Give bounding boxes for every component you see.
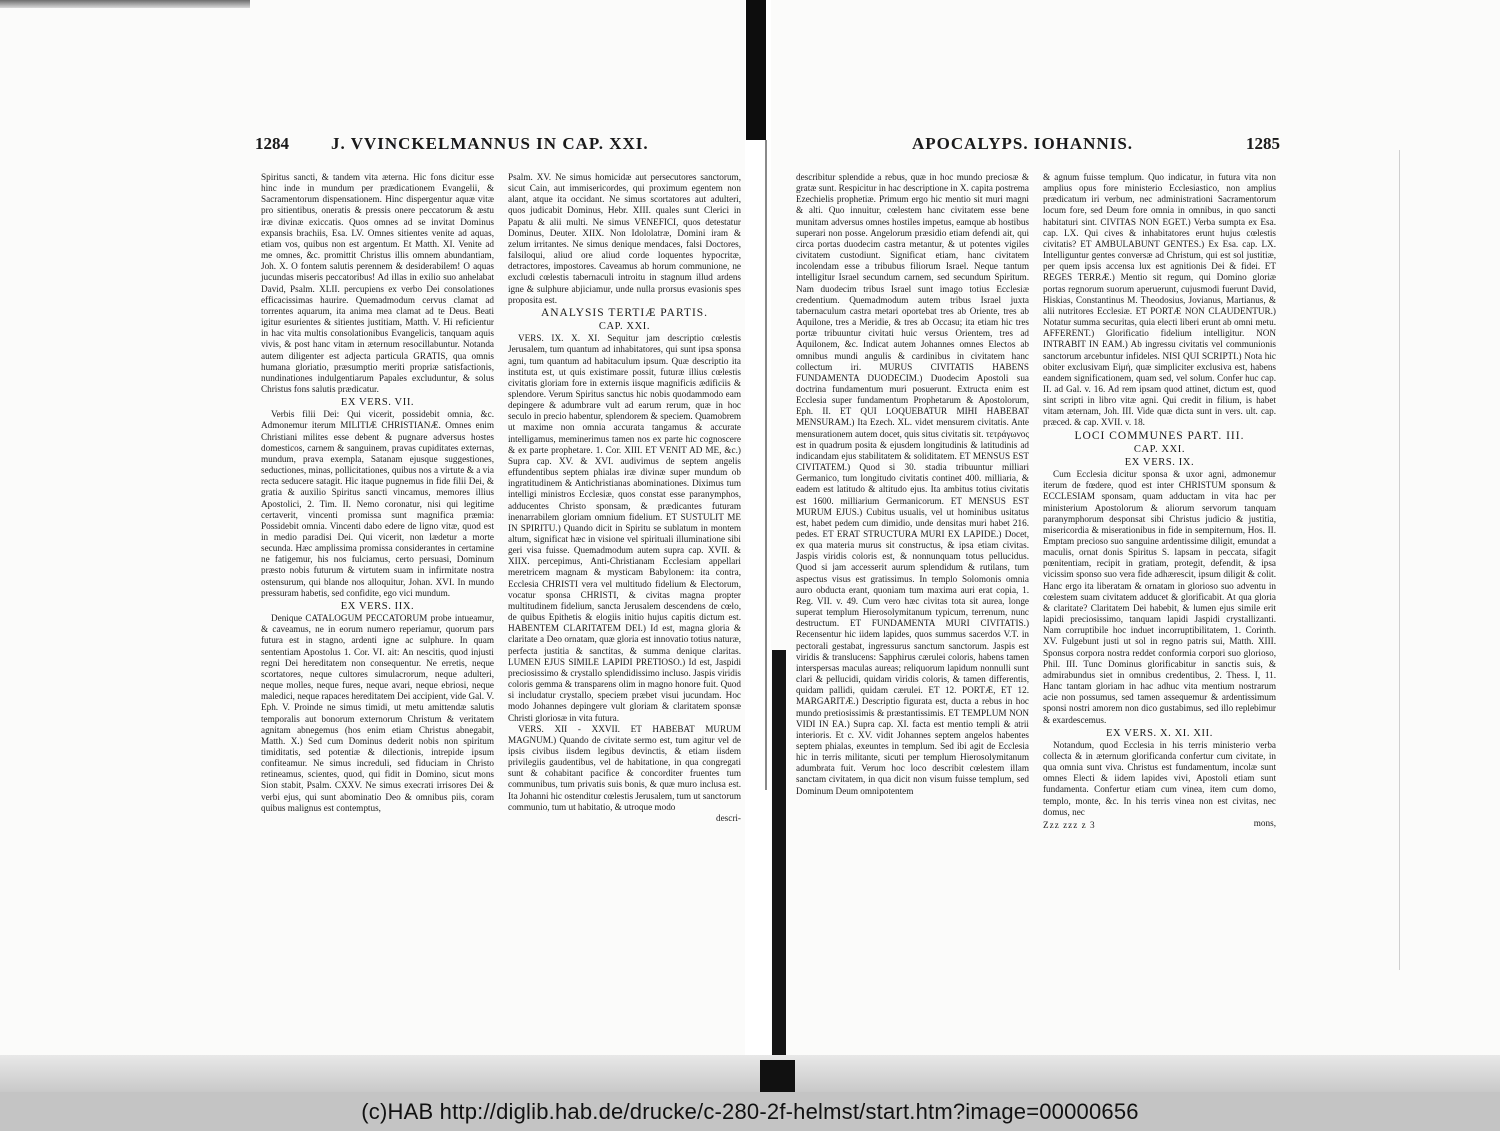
paragraph: VERS. XII - XXVII. ET HABEBAT MURUM MAGNUM.) Quando de civitate sermo est, tum agitur vel de ipsis civibus iisdem legibus devinctis, & etiam iisdem privilegiis gaudentibus, vel de habitatione, in qua congregati sunt & cohabitant pacifice & concorditer fruentes tum communibus, tum privatis suis bonis, & quæ muro inclusa est. Ita Johanni hic ostenditur cœlestis Jerusalem, tum ut sanctorum communio, tum ut habitatio, & utroque modo	[508, 723, 741, 812]
catchword: descri-	[716, 812, 741, 823]
catchword: mons,	[1253, 817, 1276, 828]
left-column-2	[508, 172, 741, 824]
book-gutter	[745, 0, 771, 1092]
gutter-shadow-bottom	[772, 650, 786, 1090]
signature-mark: Zzz zzz z 3	[1043, 819, 1096, 830]
paragraph: Denique CATALOGUM PECCATORUM probe intueamur, & caveamus, ne in eorum numero reperiamur, quorum pars futura est in stagno, ardenti igne ac sulphure. In quam sententiam Apostolus 1. Cor. VI. ait: An nescitis, quod injusti regni Dei hereditatem non consequentur. Ne erretis, neque scortatores, neque cultores simulacrorum, neque adulteri, neque molles, neque fures, neque avari, neque ebriosi, neque maledici, neque rapaces hereditatem Dei accipient, vide Gal. V. Eph. V. Proinde ne simus timidi, ut metu amittendæ salutis temporalis aut bonorum externorum Christum & veritatem agnitam abnegemus (hos enim etiam Christus abnegabit, Matth. X.) Sed cum Dominus dederit nobis non spiritum timiditatis, sed potentiæ & dilectionis, intrepide ipsum confiteamur. Ne simus increduli, sed fiduciam in Christo retineamus, scientes, quod, qui fidit in Domino, sicut mons Sion stabit, Psalm. CXXV. Ne simus execrati irrisores Dei & verbi ejus, qui sunt abominatio Deo & omnibus piis, coram quibus malignus est contemptus,	[261, 613, 494, 813]
paragraph: Spiritus sancti, & tandem vita æterna. Hic fons dicitur esse hinc inde in mundum per prædicationem Evangelii, & Sacramentorum dispensationem. Hinc dispergentur aquæ vitæ pro sitientibus, oneratis & pressis onere peccatorum & æstu iræ divinæ exiccatis. Quos omnes ad se invitat Dominus expansis brachiis, Esa. LV. Omnes sitientes venite ad aquas, etiam vos, quibus non est argentum. Et Matth. XI. Venite ad me omnes, &c. promittit Christus illis omnem abundantiam, Joh. X. O fontem salutis perennem & desiderabilem! O aquas jucundas miseris peccatoribus! Ad illas in exilio suo anhelabat David, Psalm. XLII. percupiens ex verbo Dei consolationes efficacissimas haurire. Quemadmodum cervus clamat ad torrentes aquarum, ita anima mea clamat ad te Deus. Beati igitur esurientes & sitientes justitiam, Matth. V. Hi reficientur in hac vita multis consolationibus Evangelicis, tanquam aquis vivis, & post hanc vitam in æternum resocillabuntur. Notanda autem diligenter est adjecta particula GRATIS, qua omnis humana gloriatio, præsumptio meriti propriæ satisfactionis, nundinationes indulgentiarum Papales excluduntur, & solus Christus fons salutis prædicatur.	[261, 172, 494, 394]
page-number: 1284	[255, 134, 289, 153]
section-heading: LOCI COMMUNES PART. III.	[1074, 429, 1245, 442]
paragraph: VERS. IX. X. XI. Sequitur jam descriptio cœlestis Jerusalem, tum quantum ad inhabitatores, qui sunt ipsa sponsa agni, tum quantum ad habitaculum ipsum. Quæ descriptio ita instituta est, ut quis existimare possit, futuræ illius cœlestis civitatis gloriam fore in externis iisque magnificis ædificiis & splendore. Verum Spiritus sanctus hic nobis quodammodo eam depingere & adumbrare vult ad earum rerum, quæ in hoc seculo in precio habentur, splendorem & speciem. Quamobrem ut maxime non omnia accurata tangamus & accurate intelligamus, meminerimus tamen nos ex parte hic cognoscere & ex parte prophetare. 1. Cor. XIII. ET VENIT AD ME, &c.) Supra cap. XV. & XVI. audivimus de septem angelis effundentibus septem phialas iræ divinæ super mundum ob ingratitudinem & Antichristianas abominationes. Diximus tum intelligi ministros Ecclesiæ, quos constat esse paranymphos, adducentes Christo sponsam, & prædicantes futuram inenarrabilem gloriam omnium fidelium. ET SUSTULIT ME IN SPIRITU.) Quando dicit in Spiritu se sublatum in montem altum, significat hæc in visione vel spirituali illuminatione sibi geri visa fuisse. Quemadmodum autem supra cap. XVII. & XIIX. percepimus, Anti-Christianam Ecclesiam appellari meretricem magnam & mysticam Babylonem: ita contra, Ecclesia CHRISTI vera vel multitudo fidelium & Electorum, vocatur sponsa CHRISTI, & civitas magna propter multitudinem fidelium, sancta Jerusalem descendens de cœlo, de quibus Epithetis & elogiis initio hujus capitis dictum est. HABENTEM CLARITATEM DEI.) Id est, magna gloria & claritate a Deo ornatam, quæ gloria est innovatio totius naturæ, perfecta justitia & sanctitas, & summa denique claritas. LUMEN EJUS SIMILE LAPIDI PRETIOSO.) Id est, Jaspidi preciosissimo & crystallo splendidissimo incluso. Jaspis viridis coloris gemma & transparens olim in magno honore fuit. Quod si includatur crystallo, speciem præbet visui jucundam. Hoc modo Johannes depingere vult gloriam & claritatem sponsæ Christi gloriosæ in vita futura.	[508, 333, 741, 723]
section-heading: EX VERS. X. XI. XII.	[1106, 727, 1213, 739]
section-heading: EX VERS. IIX.	[340, 600, 415, 612]
running-title: J. VVINCKELMANNUS IN CAP. XXI.	[331, 134, 649, 153]
running-title: APOCALYPS. IOHANNIS.	[912, 134, 1134, 153]
scan-bottom-edge	[0, 1055, 1500, 1092]
gutter-shadow-top	[746, 0, 766, 140]
page-edge-line	[1399, 150, 1400, 970]
page-foot	[1043, 818, 1276, 831]
section-heading: EX VERS. VII.	[340, 397, 415, 409]
source-credit-text: (c)HAB http://diglib.hab.de/drucke/c-280-2f-helmst/start.htm?image=00000656	[361, 1098, 1139, 1124]
paragraph: Notandum, quod Ecclesia in his terris ministerio verba collecta & in æternum glorificanda confertur cum civitate, in qua omnia sunt viva. Christus est fundamentum, incolæ sunt omnes Electi & iidem lapides vivi, Apostoli etiam sunt fundamenta. Confertur etiam cum vinea, item cum domo, templo, monte, &c. In his terris vinea non est civitas, nec domus, nec	[1043, 739, 1276, 817]
right-page-columns	[796, 172, 1280, 831]
section-heading: EX VERS. IX.	[1124, 456, 1195, 468]
scan-edge	[0, 0, 250, 8]
paragraph: describitur splendide a rebus, quæ in hoc mundo preciosæ & gratæ sunt. Respicitur in hac descriptione in X. capita postrema Ezechielis prophetiæ. Primum ergo hic mentio sit muri magni & alti. Quo innuitur, cœlestem hanc civitatem esse bene munitam adversus omnes hostiles impetus, eamque ab hostibus superari non posse. Angelorum præsidio etiam defendi ait, qui circa portas duodecim castra metantur, & ut potentes vigiles civitatem custodiunt. Significat etiam, hanc civitatem incolendam esse a tribubus filiorum Israel. Neque tantum intelligitur Israel secundum carnem, sed secundum Spiritum. Nam duodecim tribus Israel sunt imago totius Ecclesiæ credentium. Quemadmodum autem tribus Israel juxta tabernaculum castra metari oportebat tres ab Oriente, tres ab Aquilone, tres a Meridie, & tres ab Occasu; ita etiam hic tres portæ tribuuntur civitati huic versus Orientem, tres ad Aquilonem, &c. Indicat autem Johannes omnes Electos ab omnibus mundi angulis & cardinibus in civitatem hanc collectum iri. MURUS CIVITATIS HABENS FUNDAMENTA DUODECIM.) Duodecim Apostoli sua doctrina fundamentum muri posuerunt. Extructa enim est Ecclesia super fundamentum Prophetarum & Apostolorum, Eph. II. ET QUI LOQUEBATUR MIHI HABEBAT MENSURAM.) Ita Ezech. XL. videt mensurem civitatis. Ante mensurationem autem docet, quis situs civitatis sit. τετράγωνος est in quadrum posita & ejusdem longitudinis & latitudinis ad indicandam ejus stabilitatem & soliditatem. ET MENSUS EST CIVITATEM.) Quod si 30. stadia tribuuntur milliari Germanico, tum longitudo civitatis continet 400. milliaria, & eadem est latitudo & altitudo ejus. Ita ambitus totius civitatis est 1600. milliarium Germanicorum. ET MENSUS EST MURUM EJUS.) Cubitus usualis, vel ut hominibus usitatus est, habet pedem cum dimidio, unde densitas muri habet 216. pedes. ET ERAT STRUCTURA MURI EX LAPIDE.) Docet, ex qua materia murus sit constructus, & ipsa etiam civitas. Jaspis viridis coloris est, & nonnunquam totus pellucidus. Quod si jam accesserit aurum splendidum & rutilans, tum aspectus visus est gratissimus. In templo Solomonis omnia auro obducta erant, quoniam tum maxima auri erat copia, 1. Reg. VII. v. 49. Cum vero hæc civitas tota sit aurea, longe superat templum Hierosolymitanum typicum, terrenum, nunc destructum. ET FUNDAMENTA MURI CIVITATIS.) Recensentur hic iidem lapides, quos summus sacerdos V.T. in pectorali gestabat, ingressurus sanctum sanctorum. Jaspis est viridis & translucens: Sapphirus cærulei coloris, habens tamen interspersas maculas aureas; reliquorum lapidum nonnulli sunt clari & pellucidi, quidam viridis coloris, & tamen differentis, quidam pallidi, quidam cærulei. ET 12. PORTÆ, ET 12. MARGARITÆ.) Descriptio figurata est, ducta a rebus in hoc mundo pretiosissimis & præstantissimis. ET TEMPLUM NON VIDI IN EA.) Supra cap. XI. facta est mentio templi & atrii interioris. Et c. XV. vidit Johannes septem angelos habentes septem phialas, exeuntes in templum. Sed ibi agit de Ecclesia hic in terris militante, sicuti per templum Hierosolymitanum adumbrata fuit. Verum hoc loco describit cœlestem illam sanctam civitatem, in qua dicit non visum fuisse templum, sed Dominum Deum omnipotentem	[796, 172, 1029, 796]
left-page	[255, 120, 745, 1050]
source-footer	[0, 1092, 1500, 1131]
paragraph: Cum Ecclesia dicitur sponsa & uxor agni, admonemur iterum de fœdere, quod est inter CHRISTUM sponsum & ECCLESIAM sponsam, quam adductam in vita hac per ministerium Apostolorum & aliorum servorum tanquam paranymphorum desponsat sibi Christus judicio & justitia, misericordia & miserationibus in fide in sempiternum, Hos. II. Emptam precioso suo sanguine ardentissime diligit, emundat a maculis, ornat donis Spiritus S. lapsam in peccata, sifagit pœnitentiam, recipit in gratiam, protegit, defendit, & ipsa vicissim sponso suo vera fide adhærescit, ipsum diligit & colit. Hanc ergo ita liberatam & ornatam in glorioso suo adventu in cœlestem suam civitatem adducet & glorificabit. At qua gloria & claritate? Claritatem Dei habebit, & lumen ejus simile erit lapidi preciosissimo, tanquam lapidi Jaspidi crystallizanti. Nam corruptibile hoc induet incorruptibilitatem, 1. Corinth. XV. Fulgebunt justi ut sol in regno patris sui, Matth. XIII. Sponsus corpora nostra reddet conformia corpori suo glorioso, Phil. III. Tunc Dominus glorificabitur in sanctis suis, & admirabundus siet in omnibus credentibus, 2. Thess. I, 11. Hanc tantam gloriam in hac adhuc vita mentium nostrarum acie non possumus, sed tamen assequemur & ardentissimum sponsi nostri amorem non dico gustabimus, sed illo replebimur & exardescemus.	[1043, 469, 1276, 725]
right-page	[790, 120, 1280, 1050]
right-column-1	[796, 172, 1029, 831]
paragraph: Psalm. XV. Ne simus homicidæ aut persecutores sanctorum, sicut Cain, aut immisericordes, qui proximum egentem non alant, atque ita occidant. Ne simus scortatores aut adulteri, quos judicabit Dominus, Hebr. XIII. quales sunt Clerici in Papatu & alii multi. Ne simus VENEFICI, quos detestatur Dominus, Deuter. XIIX. Non Idololatræ, Domini iram & zelum irritantes. Ne simus denique mendaces, falsi Doctores, falsiloqui, aliud ore aliud corde loquentes hypocritæ, detractores, impostores. Caveamus ab horum communione, ne excludi cœlestis tabernaculi introitu in stagnum illud ardens igne & sulphure abjiciamur, unde nulla prorsus evasionis spes proposita est.	[508, 172, 741, 305]
binding-shadow	[760, 1060, 795, 1092]
paragraph: Verbis filii Dei: Qui vicerit, possidebit omnia, &c. Admonemur iterum MILITIÆ CHRISTIANÆ. Omnes enim Christiani milites esse debent & pugnare adversus hostes domesticos, carnem & sanguinem, pravas cupiditates externas, mundum, prava exempla, Satanam ejusque suggestiones, seductiones, minas, pollicitationes, quibus nos a virtute & a via recta seducere satagit. Hic itaque pugnemus in fide filii Dei, & gratia & auxilio Spiritus sancti vincamus, memores illius Apostolici, 2. Tim. II. Nemo coronatur, nisi qui legitime certaverit, vincenti promissa sunt magnifica præmia: Possidebit omnia. Vincenti dabo edere de ligno vitæ, quod est in medio paradisi Dei. Qui vicerit, non lædetur a morte secunda. Hæc amplissima promissa considerantes in certamine ne fatigemur, his nos fulciamus, certo persuasi, Dominum præsto nobis futurum & virtutem suam in infirmitate nostra ostensurum, qui blande nos alloquitur, Johan. XVI. In mundo pressuram habetis, sed confidite, ego vici mundum.	[261, 409, 494, 598]
chapter-heading: CAP. XXI.	[1133, 443, 1186, 455]
gutter-fold-line	[765, 140, 767, 790]
left-column-1	[261, 172, 494, 824]
page-number: 1285	[1246, 134, 1280, 153]
section-heading: ANALYSIS TERTIÆ PARTIS.	[540, 306, 709, 319]
right-page-header	[790, 134, 1280, 164]
chapter-heading: CAP. XXI.	[598, 321, 651, 333]
right-column-2	[1043, 172, 1276, 831]
left-page-header	[255, 134, 745, 164]
left-page-columns	[261, 172, 745, 824]
paragraph: & agnum fuisse templum. Quo indicatur, in futura vita non amplius opus fore ministerio Ecclesiastico, non amplius prædicatum iri verbum, nec administrationi Sacramentorum locum fore, sed Deum fore omnia in omnibus, in quo sancti habitaturi sint. CIVITAS NON EGET.) Verba sumpta ex Esa. cap. LX. Qui cives & inhabitatores erunt hujus cœlestis civitatis? ET AMBULABUNT GENTES.) Ex Esa. cap. LX. Intelliguntur gentes conversæ ad Christum, qui est sol justitiæ, per quem ipsis accensa lux est agnitionis Dei & fidei. ET REGES TERRÆ.) Mentio sit regum, qui Domino gloriæ portas regnorum suorum aperuerunt, cujusmodi fuerunt David, Hiskias, Constantinus M. Theodosius, Jovianus, Martianus, & alii nutritores Ecclesiæ. ET PORTÆ NON CLAUDENTUR.) Notatur summa securitas, quia electi liberi erunt ab omni metu. AFFERENT.) Glorificatio fidelium intelligitur. NON INTRABIT IN EAM.) Ab ingressu civitatis vel communionis sanctorum arcebuntur infideles. NISI QUI SCRIPTI.) Nota hic obiter exclusivam Εἰμή, quæ simpliciter exclusiva est, habens eandem significationem, quam sed, vel solum. Confer huc cap. II. ad Gal. v. 16. Ad rem ipsam quod attinet, dictum est, quod sint scripti in libro vitæ agni. Qui credit in filium, is habet vitam æternam, Joh. III. Vide quæ dicta sunt in vers. ult. cap. præced. & cap. XVII. v. 18.	[1043, 172, 1276, 428]
